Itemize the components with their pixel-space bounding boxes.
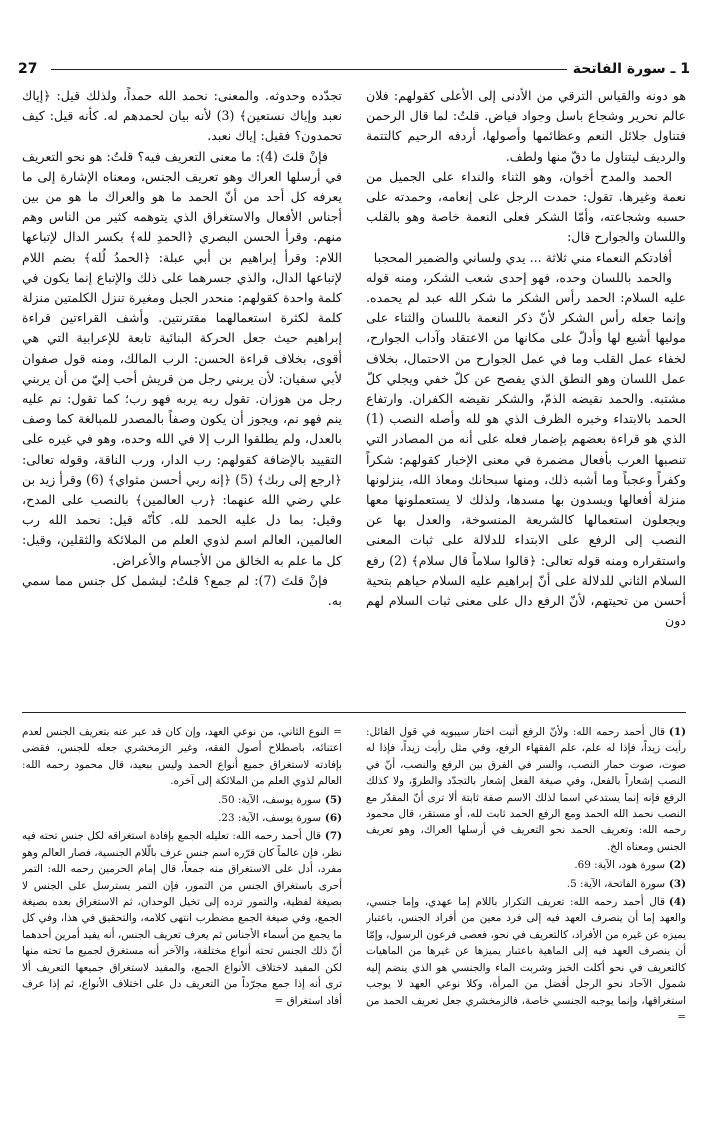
paragraph: تجدّده وحدوثه. والمعنى: نحمد الله حمداً، ولذلك قيل: ﴿إياك نعبد وإياك نستعين﴾ (3) لأنه بيان لحمدهم له. كأنه قيل: كيف تحمدون؟ فقيل: إياك نعبد. <box>22 88 342 144</box>
footnote-text: سورة هود، الآية: 69. <box>574 859 665 872</box>
header-rule <box>51 69 566 70</box>
footnote <box>22 828 342 1008</box>
paragraph: هو دونه والقياس الترقي من الأدنى إلى الأعلى كقولهم: فلان عالم نحرير وشجاع باسل وجواد فياض. قلتُ: لما قال الرحمن فتناول جلائل النعم وعظائمها وأصولها، أردفه الرحيم كالتتمة والرديف ليتناول ما دقّ منها ولطف. <box>366 88 686 164</box>
verse-line: أفادتكم النعماء مني ثلاثة ... يدي ولساني والضمير المحجبا <box>373 249 672 265</box>
footnote-number: (5) <box>324 793 342 806</box>
footnote-number: (4) <box>668 896 686 909</box>
footnote-text: سورة يوسف، الآية: 50. <box>218 793 321 806</box>
footnote <box>22 792 342 808</box>
footnote-text: قال أحمد رحمه الله: ولأنّ الرفع أثبت اختار سيبويه في قول القائل: رأيت زيداً، فإذا له علم، علم الفقهاء الرفع، وفي مثل رأيت زيداً، فإذا له صوت، صوت حمار النصب، والسر في الفرق بين الرفع والنصب، أنّ في النصب إشعاراً بالفعل، وفي صيغة الفعل إشعار بالتجدّد والطروّ، ولا كذلك الرفع فإنه إنما يستدعي اسما لذلك الاسم صفة ثابتة ألا ترى أنّ المقدّر مع النصب نحمد الله الحمد ومع الرفع الحمد ثابت لله، أو مستقر، قال محمود رحمه الله: وتعريف الحمد نحو التعريف في أرسلها العراك، وهو تعريف الجنس ومعناه الخ. <box>366 726 686 853</box>
footnote-text: قال أحمد رحمه الله: تعليله الجمع بإفادة استغراقه لكل جنس تحته فيه نظر، فإن عالماً كان قرّره اسم جنس عرف بالّلام الجنسية، فصار العالم وهو مفرد، أدل على الاستغراق منه جمعاً، قال إمام الحرمين رحمه الله: التمر أحرى باستغراق الجنس من التمور، فإن التمر يسترسل على الجنس لا بصيغة لفظية، والتمور ترده إلى تخيل الوحدان، ثم الاستغراق بعده بصيغة الجمع، وفي صيغة الجمع مضطرب انتهى كلامه، والتحقيق في هذا، وفي كل ما يجمع من أسماء الأجناس ثم يعرف تعريف الجنس، أنه يفيد أمرين أحدهما أنّ ذلك الجنس تحته أنواع مختلفة، والآخر أنه مستغرق لجميع ما تحته منها لكن المفيد لاختلاف الأنواع الجمع، والمفيد لاستغراق جميعها التعريف ألا ترى أنه إذا جمع مجرّداً من التعريف دل على اختلاف الأنواع، ثم إذا عرف أفاد استغراق = <box>22 830 342 1007</box>
paragraph: فإنْ قلتَ (7): لم جمع؟ قلتُ: ليشمل كل جنس مما سمي به. <box>22 572 342 609</box>
footnote <box>366 894 686 1025</box>
footnote-number: (6) <box>324 812 342 825</box>
footnote-text: قال أحمد رحمه الله: تعريف التكرار باللام إما عهدي، وإما جنسي، والعهد إما أن ينصرف العهد فيه إلى فرد معين من أفراد الجنس، باعتبار يميزه عن غيره من الأفراد، كالتعريف في نحو، فعصى فرعون الرسول، وإمّا أن ينصرف العهد فيه إلى الماهية باعتبار يميزها عن غيرها من الماهيات كالتعريف في نحو أكلت الخبز وشربت الماء والجنسي هو الذي ينضم إليه شمول الآحاد نحو الرجل أفضل من المرأة، وكلا نوعي العهد لا يوجب استغراقها، وإنما يوجبه الجنسي خاصة، فالزمخشري جعل تعريف الحمد من = <box>366 896 686 1023</box>
footnote-text: سورة يوسف، الآية: 23. <box>218 812 321 825</box>
running-header <box>18 58 690 80</box>
footnote-number: (3) <box>668 877 686 890</box>
footnotes-right-column <box>366 724 686 1124</box>
footnote-continuation: = النوع الثاني، من نوعي العهد، وإن كان قد عبر عنه بتعريف الجنس لعدم اعتنائه، باصطلاح أصول الفقه، وغير الزمخشري جعله للجنس، فقضى بإفادته لاستغراق جميع أنواع الحمد وليس ببعيد، قال محمود رحمه الله: العالم لذوي العلم من الملائكة إلى آخره. <box>22 726 342 788</box>
right-column <box>366 86 686 702</box>
footnotes-left-column <box>22 724 342 1124</box>
page-number: 27 <box>18 61 38 77</box>
footnote-number: (2) <box>668 859 686 872</box>
main-text <box>22 86 686 702</box>
paragraph: الحمد والمدح أخوان، وهو الثناء والنداء على الجميل من نعمة وغيرها. تقول: حمدت الرجل على إنعامه، وحمدته على حسبه وشجاعته، وأمّا الشكر فعلى النعمة خاصة وهو بالقلب واللسان والجوارح قال: <box>366 168 686 245</box>
footnote-text: سورة الفاتحة، الآية: 5. <box>566 877 665 890</box>
footnote <box>366 876 686 892</box>
footnote <box>366 724 686 855</box>
footnote-number: (7) <box>324 830 342 843</box>
footnote <box>22 810 342 826</box>
left-column <box>22 86 342 702</box>
footnote-separator <box>22 712 686 713</box>
paragraph: والحمد باللسان وحده، فهو إحدى شعب الشكر، ومنه قوله عليه السلام: الحمد رأس الشكر ما شكر الله عبد لم يحمده. وإنما جعله رأس الشكر لأنّ ذكر النعمة باللسان والثناء على موليها أشيع لها وأدلّ على مكانها من الاعتقاد وآداب الجوارح، لخفاء عمل القلب وما في عمل الجوارح من الاحتمال، بخلاف عمل اللسان وهو النطق الذي يفصح عن كلّ خفي ويجلي كلّ مشتبه. والحمد نقيضه الذمّ، والشكر نقيضه الكفران. وارتفاع الحمد بالابتداء وخبره الظرف الذي هو لله وأصله النصب (1) الذي هو قراءة بعضهم بإضمار فعله على أنه من المصادر التي تنصبها العرب بأفعال مضمرة في معنى الإخبار كقولهم: شكراً وكفراً وعجباً وما أشبه ذلك، ومنها سبحانك ومعاذ الله، ينزلونها منزلة أفعالها ويسدون بها مسدها، ولذلك لا يستعملونها معها ويجعلون استعمالها كالشريعة المنسوخة، والعدل بها عن النصب إلى الرفع على الابتداء للدلالة على ثبات المعنى واستقراره ومنه قوله تعالى: ﴿قالوا سلاماً قال سلام﴾ (2) رفع السلام الثاني للدلالة على أنّ إبراهيم عليه السلام حياهم بتحية أحسن من تحيتهم، لأنّ الرفع دال على معنى ثبات السلام لهم دون <box>366 269 686 629</box>
paragraph: فإنْ قلتَ (4): ما معنى التعريف فيه؟ قلتُ: هو نحو التعريف في أرسلها العراك وهو تعريف الجنس، ومعناه الإشارة إلى ما يعرفه كل أحد من أنّ الحمد ما هو والعراك ما هو من بين أجناس الأفعال والاستغراق الذي يتوهمه كثير من الناس وهم منهم. وقرأ الحسن البصري ﴿الحمدِ لله﴾ بكسر الدال لإتباعها اللام: وقرأ إبراهيم بن أبي عبلة: ﴿الحمدُ لُله﴾ بضم اللام لإتباعها الدال، والذي جسرهما على ذلك والإتباع إنما يكون في كلمة واحدة كقولهم: منحدر الجبل ومغيرة تنزل الكلمتين منزلة كلمة لكثرة استعمالهما مقترنتين. وأشف القراءتين قراءة إبراهيم حيث جعل الحركة البنائية تابعة للإعرابية التي هي أقوى، بخلاف قراءة الحسن: الرب المالك، ومنه قول صفوان لأبي سفيان: لأن يربني رجل من قريش أحب إليّ من أن يربني رجل من هوزان. تقول ربه يربه فهو رب؛ كما تقول: نم عليه ينم فهو نم، ويجوز أن يكون وصفاً بالمصدر للمبالغة كما وصف بالعدل، ولم يطلقوا الرب إلا في الله وحده، وهو في غيره على التقييد بالإضافة كقولهم: رب الدار، ورب الناقة، وقوله تعالى: ﴿ارجع إلى ربك﴾ (5) ﴿إنه ربي أحسن مثواي﴾ (6) وقرأ زيد بن علي رضي الله عنهما: ﴿رب العالمين﴾ بالنصب على المدح، وقيل: بما دل عليه الحمد لله. كأنّه قيل: نحمد الله رب العالمين، العالم اسم لذوي العلم من الملائكة والثقلين، وقيل: كل ما علم به الخالق من الأجسام والأعراض. <box>22 148 342 568</box>
footnote <box>366 857 686 873</box>
surah-title: 1 ـ سورة الفاتحة <box>572 61 690 77</box>
footnotes <box>22 724 686 1124</box>
footnote-number: (1) <box>668 726 686 738</box>
